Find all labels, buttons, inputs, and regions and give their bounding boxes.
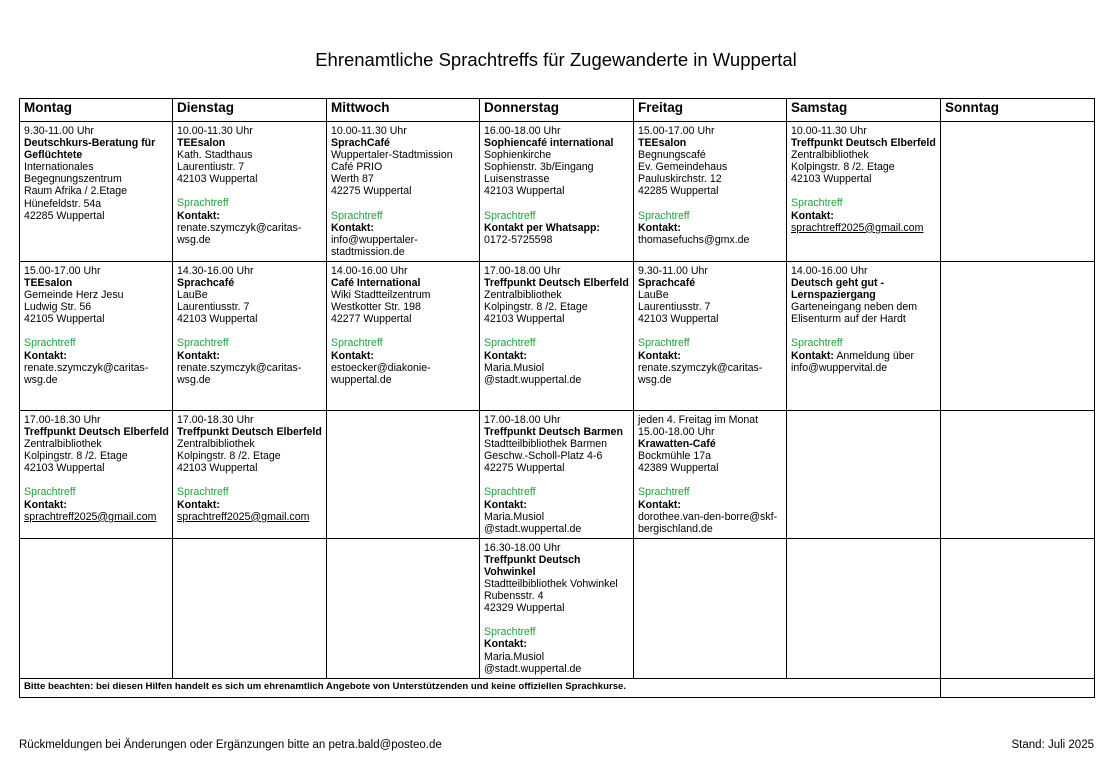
spacer xyxy=(331,325,475,337)
entry-line: Kontakt: xyxy=(177,209,220,222)
entry-line: info@wuppertaler- xyxy=(331,233,418,246)
spacer xyxy=(638,474,782,486)
schedule-cell xyxy=(787,538,941,678)
entry-line: Kolpingstr. 8 /2. Etage xyxy=(791,161,895,174)
entry-line: 10.00-11.30 Uhr xyxy=(791,125,867,137)
entry-line: wsg.de xyxy=(638,373,672,386)
sprachtreff-label: Sprachtreff xyxy=(638,209,690,222)
entry-line: Kontakt: xyxy=(791,209,834,222)
entry-line: info@wuppervital.de xyxy=(791,361,888,374)
entry-line: 17.00-18.30 Uhr xyxy=(177,413,254,426)
schedule-cell xyxy=(941,538,1095,678)
entry-line: 16.00-18.00 Uhr xyxy=(484,125,561,137)
sprachtreff-label: Sprachtreff xyxy=(331,209,383,222)
spacer xyxy=(177,325,322,337)
entry-line: Zentralbibliothek xyxy=(24,438,102,451)
schedule-cell xyxy=(787,122,941,262)
entry-line: 42329 Wuppertal xyxy=(484,602,565,615)
footer-date: Stand: Juli 2025 xyxy=(1011,739,1094,751)
entry-line: Lernspaziergang xyxy=(791,289,876,302)
entry-line: @stadt.wuppertal.de xyxy=(484,662,582,675)
sprachtreff-label: Sprachtreff xyxy=(638,337,690,350)
page-title: Ehrenamtliche Sprachtreffs für Zugewanderte in Wuppertal xyxy=(315,49,797,70)
entry-line: 15.00-17.00 Uhr xyxy=(24,264,101,277)
entry-line: 10.00-11.30 Uhr xyxy=(331,125,407,137)
sprachtreff-label: Sprachtreff xyxy=(484,486,536,499)
entry-line: 14.00-16.00 Uhr xyxy=(791,264,868,277)
entry-line: Zentralbibliothek xyxy=(791,149,869,162)
entry-line: Kontakt: xyxy=(177,349,220,362)
entry-line: Treffpunkt Deutsch Elberfeld xyxy=(791,137,936,150)
schedule-table xyxy=(19,98,1095,698)
day-header-dienstag: Dienstag xyxy=(173,99,327,122)
entry-line: thomasefuchs@gmx.de xyxy=(638,233,750,246)
entry-line: Kontakt: xyxy=(177,498,220,511)
entry-line: 14.30-16.00 Uhr xyxy=(177,264,254,277)
entry-line: wsg.de xyxy=(177,233,211,246)
schedule-cell xyxy=(20,410,173,538)
day-header-samstag: Samstag xyxy=(787,99,941,122)
entry-line: TEEsalon xyxy=(24,277,73,290)
entry-line: Kontakt: xyxy=(484,498,527,511)
day-header-sonntag: Sonntag xyxy=(941,99,1095,122)
entry-line: 42103 Wuppertal xyxy=(638,313,719,326)
entry-line: Raum Afrika / 2.Etage xyxy=(24,185,128,198)
entry-line: Kontakt: xyxy=(24,349,67,362)
schedule-cell xyxy=(20,122,173,262)
sprachtreff-label: Sprachtreff xyxy=(791,337,843,350)
sprachtreff-label: Sprachtreff xyxy=(24,486,76,499)
entry-line: renate.szymczyk@caritas- xyxy=(24,361,149,374)
empty-cell xyxy=(941,678,1095,697)
schedule-cell xyxy=(787,410,941,538)
entry-line: Deutschkurs-Beratung für Geflüchtete xyxy=(24,137,156,162)
entry-line: 17.00-18.00 Uhr xyxy=(484,413,561,426)
contact-detail: Anmeldung über xyxy=(833,349,915,362)
entry-line: 42103 Wuppertal xyxy=(177,462,258,475)
sprachtreff-label: Sprachtreff xyxy=(331,337,383,350)
entry-line: jeden 4. Freitag im Monat xyxy=(638,413,759,426)
entry-line: TEEsalon xyxy=(177,137,226,150)
entry-line: Wuppertaler-Stadtmission xyxy=(331,149,453,162)
entry-line: renate.szymczyk@caritas- xyxy=(177,221,302,234)
entry-line: Kontakt: xyxy=(791,349,834,362)
sprachtreff-label: Sprachtreff xyxy=(484,337,536,350)
schedule-cell xyxy=(634,261,787,410)
entry-line: 15.00-18.00 Uhr xyxy=(638,426,715,439)
schedule-cell xyxy=(941,410,1095,538)
sprachtreff-label: Sprachtreff xyxy=(638,486,690,499)
entry-line: @stadt.wuppertal.de xyxy=(484,373,582,386)
entry-line: Kontakt per Whatsapp: xyxy=(484,221,600,234)
schedule-cell xyxy=(173,538,327,678)
entry-line: Begnungscafé xyxy=(638,149,706,162)
entry-line: Internationales Begegnungszentrum xyxy=(24,161,122,186)
entry-line: Sophienstr. 3b/Eingang xyxy=(484,161,594,174)
entry-line: Laurentiusstr. 7 xyxy=(177,301,250,314)
entry-line: Wiki Stadtteilzentrum xyxy=(331,289,431,302)
spacer xyxy=(791,325,936,337)
sprachtreff-label: Sprachtreff xyxy=(177,486,229,499)
entry-line: Treffpunkt Deutsch Elberfeld xyxy=(484,277,629,290)
entry-line: 42275 Wuppertal xyxy=(331,185,412,198)
spacer xyxy=(791,185,936,197)
entry-line: Bockmühle 17a xyxy=(638,450,712,463)
spacer xyxy=(24,474,168,486)
note-row xyxy=(20,678,1095,697)
entry-line: 16.30-18.00 Uhr xyxy=(484,541,561,554)
day-header-freitag: Freitag xyxy=(634,99,787,122)
entry-line: LauBe xyxy=(638,289,669,302)
spacer xyxy=(484,474,629,486)
entry-line: Kontakt: xyxy=(638,498,681,511)
entry-line: Krawatten-Café xyxy=(638,438,716,451)
entry-line: Kontakt: xyxy=(331,349,374,362)
entry-line: Café International xyxy=(331,277,421,290)
spacer xyxy=(177,185,322,197)
sprachtreff-label: Sprachtreff xyxy=(177,337,229,350)
entry-line: Laurentiustr. 7 xyxy=(177,161,245,174)
entry-line: Café PRIO xyxy=(331,161,383,174)
entry-line: Gemeinde Herz Jesu xyxy=(24,289,124,302)
schedule-cell xyxy=(634,122,787,262)
spacer xyxy=(24,325,168,337)
entry-line: 42103 Wuppertal xyxy=(177,173,258,186)
schedule-cell xyxy=(327,122,480,262)
entry-line: Sophienkirche xyxy=(484,149,552,162)
entry-line: 10.00-11.30 Uhr xyxy=(177,125,253,137)
entry-line: Treffpunkt Deutsch xyxy=(484,553,581,566)
entry-line: Zentralbibliothek xyxy=(177,438,255,451)
entry-line: TEEsalon xyxy=(638,137,687,150)
schedule-cell xyxy=(941,261,1095,410)
entry-line: Geschw.-Scholl-Platz 4-6 xyxy=(484,450,603,463)
sprachtreff-label: Sprachtreff xyxy=(484,209,536,222)
schedule-cell xyxy=(20,261,173,410)
schedule-cell xyxy=(634,410,787,538)
entry-line: Treffpunkt Deutsch Barmen xyxy=(484,426,623,439)
entry-line: LauBe xyxy=(177,289,208,302)
entry-line: Zentralbibliothek xyxy=(484,289,562,302)
entry-line: Kolpingstr. 8 /2. Etage xyxy=(177,450,281,463)
entry-line: SprachCafé xyxy=(331,137,390,150)
schedule-cell xyxy=(327,410,480,538)
entry-line: Ludwig Str. 56 xyxy=(24,301,92,314)
schedule-cell xyxy=(480,261,634,410)
entry-line: Maria.Musiol xyxy=(484,361,545,374)
entry-line: Kolpingstr. 8 /2. Etage xyxy=(24,450,128,463)
entry-line: Werth 87 xyxy=(331,173,374,186)
schedule-cell xyxy=(480,410,634,538)
entry-line: 42103 Wuppertal xyxy=(484,185,565,198)
schedule-body xyxy=(20,122,1095,698)
entry-line: Kontakt: xyxy=(638,221,681,234)
schedule-cell xyxy=(787,261,941,410)
entry-line: 17.00-18.00 Uhr xyxy=(484,264,561,277)
entry-line: Stadtteilbibliothek Vohwinkel xyxy=(484,578,618,591)
sprachtreff-label: Sprachtreff xyxy=(791,197,843,210)
entry-line: Treffpunkt Deutsch Elberfeld xyxy=(177,426,322,439)
day-header-mittwoch: Mittwoch xyxy=(327,99,480,122)
sprachtreff-label: Sprachtreff xyxy=(177,197,229,210)
entry-line: Sprachcafé xyxy=(638,277,696,290)
entry-line: Maria.Musiol xyxy=(484,650,545,663)
entry-line: Hünefeldstr. 54a xyxy=(24,197,102,210)
spacer xyxy=(638,325,782,337)
entry-line: 42103 Wuppertal xyxy=(24,462,105,475)
schedule-cell xyxy=(20,538,173,678)
entry-line: Sprachcafé xyxy=(177,277,235,290)
entry-line: 42105 Wuppertal xyxy=(24,313,105,326)
schedule-cell xyxy=(327,538,480,678)
entry-line: 42277 Wuppertal xyxy=(331,313,412,326)
table-row xyxy=(20,261,1095,410)
contact-email[interactable]: sprachtreff2025@gmail.com xyxy=(24,510,157,523)
contact-email[interactable]: sprachtreff2025@gmail.com xyxy=(177,510,310,523)
entry-line: Stadtteilbibliothek Barmen xyxy=(484,438,608,451)
entry-line: Vohwinkel xyxy=(484,565,536,578)
entry-line: Pauluskirchstr. 12 xyxy=(638,173,722,186)
entry-line: estoecker@diakonie- xyxy=(331,361,431,374)
schedule-cell xyxy=(941,122,1095,262)
entry-line: 15.00-17.00 Uhr xyxy=(638,125,715,137)
entry-line: wsg.de xyxy=(24,373,58,386)
entry-line: Laurentiusstr. 7 xyxy=(638,301,711,314)
schedule-cell xyxy=(173,261,327,410)
schedule-cell xyxy=(480,538,634,678)
spacer xyxy=(638,198,782,210)
entry-line: 42103 Wuppertal xyxy=(177,313,258,326)
entry-line: Kath. Stadthaus xyxy=(177,149,253,162)
entry-line: bergischland.de xyxy=(638,522,713,535)
schedule-cell xyxy=(327,261,480,410)
entry-line: 42285 Wuppertal xyxy=(638,185,719,198)
spacer xyxy=(484,614,629,626)
contact-email[interactable]: sprachtreff2025@gmail.com xyxy=(791,221,924,234)
spacer xyxy=(331,198,475,210)
entry-line: 42285 Wuppertal xyxy=(24,209,105,222)
entry-line: Kontakt: xyxy=(24,498,67,511)
entry-line: Kontakt: xyxy=(331,221,374,234)
entry-line: 14.00-16.00 Uhr xyxy=(331,264,408,277)
table-row xyxy=(20,122,1095,262)
entry-line: 42103 Wuppertal xyxy=(791,173,872,186)
spacer xyxy=(484,198,629,210)
entry-line: Deutsch geht gut - xyxy=(791,277,884,290)
schedule-cell xyxy=(173,410,327,538)
entry-line: Treffpunkt Deutsch Elberfeld xyxy=(24,426,169,439)
sprachtreff-label: Sprachtreff xyxy=(484,626,536,639)
spacer xyxy=(177,474,322,486)
entry-line: Sophiencafé international xyxy=(484,137,614,150)
entry-line: Maria.Musiol xyxy=(484,510,545,523)
day-header-donnerstag: Donnerstag xyxy=(480,99,634,122)
sprachtreff-label: Sprachtreff xyxy=(24,337,76,350)
entry-line: wsg.de xyxy=(177,373,211,386)
entry-line: Westkotter Str. 198 xyxy=(331,301,421,314)
schedule-cell xyxy=(480,122,634,262)
entry-line: Elisenturm auf der Hardt xyxy=(791,313,906,326)
entry-line: Kolpingstr. 8 /2. Etage xyxy=(484,301,588,314)
entry-line: @stadt.wuppertal.de xyxy=(484,522,582,535)
spacer xyxy=(484,325,629,337)
entry-line: 42275 Wuppertal xyxy=(484,462,565,475)
entry-line: Rubensstr. 4 xyxy=(484,590,544,603)
table-row xyxy=(20,538,1095,678)
entry-line: Luisenstrasse xyxy=(484,173,550,186)
footer-feedback: Rückmeldungen bei Änderungen oder Ergänzungen bitte an petra.bald@posteo.de xyxy=(19,739,442,751)
disclaimer-note: Bitte beachten: bei diesen Hilfen handelt es sich um ehrenamtlich Angebote von Unterstützenden und keine offiziellen Sprachkurse. xyxy=(20,678,941,697)
entry-line: 42103 Wuppertal xyxy=(484,313,565,326)
entry-line: 0172-5725598 xyxy=(484,233,553,246)
table-row xyxy=(20,410,1095,538)
entry-line: Ev. Gemeindehaus xyxy=(638,161,728,174)
entry-line: Kontakt: xyxy=(484,349,527,362)
entry-line: 42389 Wuppertal xyxy=(638,462,719,475)
entry-line: renate.szymczyk@caritas- xyxy=(177,361,302,374)
entry-line: 9.30-11.00 Uhr xyxy=(638,264,708,277)
schedule-cell xyxy=(634,538,787,678)
entry-line: Kontakt: xyxy=(484,638,527,651)
entry-line: wuppertal.de xyxy=(331,373,392,386)
entry-line: stadtmission.de xyxy=(331,245,405,258)
entry-line: renate.szymczyk@caritas- xyxy=(638,361,763,374)
entry-line: Garteneingang neben dem xyxy=(791,301,918,314)
entry-line: 9.30-11.00 Uhr xyxy=(24,125,94,137)
entry-line: dorothee.van-den-borre@skf- xyxy=(638,510,778,523)
entry-line: 17.00-18.30 Uhr xyxy=(24,413,101,426)
schedule-cell xyxy=(173,122,327,262)
entry-line: Kontakt: xyxy=(638,349,681,362)
day-header-montag: Montag xyxy=(20,99,173,122)
day-header-row xyxy=(20,99,1095,122)
